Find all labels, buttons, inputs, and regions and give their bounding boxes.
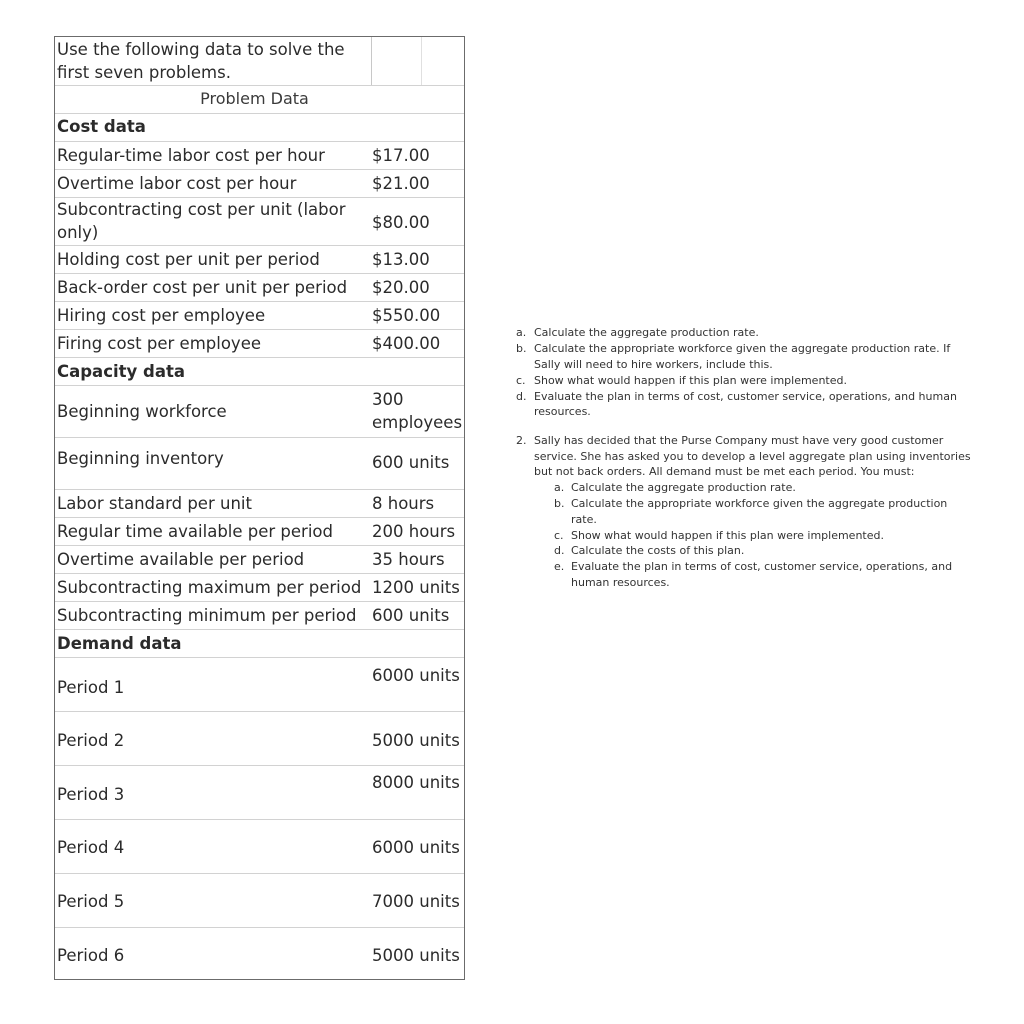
table-row xyxy=(55,141,464,170)
row-value: $400.00 xyxy=(372,334,441,353)
row-label: Beginning inventory xyxy=(57,449,224,468)
item-text: Evaluate the plan in terms of cost, customer service, operations, and xyxy=(571,560,953,573)
item-marker: d. xyxy=(554,544,565,557)
row-value-line-2: employees xyxy=(372,413,463,432)
row-value: 600 units xyxy=(372,453,450,472)
row-value: 35 hours xyxy=(372,550,445,569)
row-value-line-1: 300 xyxy=(372,390,404,409)
cost-header-row xyxy=(55,113,464,142)
item-text: Show what would happen if this plan were implemented. xyxy=(571,529,884,542)
row-value: $21.00 xyxy=(372,174,430,193)
row-label-line-2: only) xyxy=(57,223,99,242)
table-row xyxy=(55,517,464,546)
row-label: Regular-time labor cost per hour xyxy=(57,146,325,165)
row-label-line-1: Subcontracting cost per unit (labor xyxy=(57,200,346,219)
row-value: $13.00 xyxy=(372,250,430,269)
item-marker: b. xyxy=(554,497,565,510)
row-value: 8 hours xyxy=(372,494,435,513)
table-row xyxy=(55,329,464,358)
item-text: Calculate the appropriate workforce given the aggregate production rate. If xyxy=(534,342,951,355)
item-marker: c. xyxy=(516,374,526,387)
row-value: $17.00 xyxy=(372,146,430,165)
row-value: 8000 units xyxy=(372,773,460,792)
table-row xyxy=(55,657,464,712)
item-marker: e. xyxy=(554,560,565,573)
cost-data-heading: Cost data xyxy=(57,117,146,136)
item-marker: a. xyxy=(516,326,527,339)
table-row xyxy=(55,245,464,274)
row-value: $550.00 xyxy=(372,306,441,325)
row-value: 5000 units xyxy=(372,731,460,750)
row-label: Period 2 xyxy=(57,731,125,750)
row-label: Firing cost per employee xyxy=(57,334,261,353)
row-label: Beginning workforce xyxy=(57,402,227,421)
row-label: Holding cost per unit per period xyxy=(57,250,320,269)
demand-data-heading: Demand data xyxy=(57,634,182,653)
item-marker: b. xyxy=(516,342,527,355)
row-value: $80.00 xyxy=(372,213,430,232)
table-row xyxy=(55,765,464,820)
item-marker: d. xyxy=(516,390,527,403)
intro-row xyxy=(55,37,464,86)
row-value: 5000 units xyxy=(372,946,460,965)
problem-2-text: Sally has decided that the Purse Company must have very good customer xyxy=(534,434,944,447)
table-row xyxy=(55,273,464,302)
row-value: 1200 units xyxy=(372,578,460,597)
item-marker: c. xyxy=(554,529,564,542)
item-text: Sally will need to hire workers, include this. xyxy=(534,358,773,371)
problem-data-table xyxy=(54,36,465,980)
item-text: Evaluate the plan in terms of cost, customer service, operations, and human xyxy=(534,390,957,403)
row-label: Regular time available per period xyxy=(57,522,333,541)
problem-2-marker: 2. xyxy=(516,434,527,447)
item-text: resources. xyxy=(534,405,591,418)
demand-header-row xyxy=(55,629,464,658)
row-label: Hiring cost per employee xyxy=(57,306,266,325)
row-value: 6000 units xyxy=(372,838,460,857)
item-text: Calculate the costs of this plan. xyxy=(571,544,745,557)
table-row xyxy=(55,301,464,330)
row-label: Period 4 xyxy=(57,838,125,857)
intro-line-1: Use the following data to solve the xyxy=(57,40,345,59)
table-row xyxy=(55,873,464,928)
item-text: human resources. xyxy=(571,576,670,589)
item-text: Calculate the appropriate workforce given the aggregate production xyxy=(571,497,948,510)
row-value: 600 units xyxy=(372,606,450,625)
table-row xyxy=(55,711,464,766)
item-text: Show what would happen if this plan were implemented. xyxy=(534,374,847,387)
row-label: Period 5 xyxy=(57,892,125,911)
table-row xyxy=(55,169,464,198)
row-label: Subcontracting minimum per period xyxy=(57,606,357,625)
item-text: rate. xyxy=(571,513,597,526)
table-row xyxy=(55,819,464,874)
capacity-header-row xyxy=(55,357,464,386)
capacity-data-heading: Capacity data xyxy=(57,362,185,381)
intro-line-2: first seven problems. xyxy=(57,63,231,82)
row-label: Period 6 xyxy=(57,946,125,965)
table-row xyxy=(55,437,464,490)
row-label: Subcontracting maximum per period xyxy=(57,578,362,597)
item-marker: a. xyxy=(554,481,565,494)
row-label: Overtime available per period xyxy=(57,550,305,569)
row-value: 7000 units xyxy=(372,892,460,911)
item-text: Calculate the aggregate production rate. xyxy=(571,481,796,494)
table-row xyxy=(55,489,464,518)
table-row xyxy=(55,927,464,979)
table-row xyxy=(55,545,464,574)
row-value: 200 hours xyxy=(372,522,456,541)
row-label: Labor standard per unit xyxy=(57,494,252,513)
row-value: $20.00 xyxy=(372,278,430,297)
table-row xyxy=(55,385,464,438)
item-text: Calculate the aggregate production rate. xyxy=(534,326,759,339)
title-row xyxy=(55,85,464,114)
row-label: Period 3 xyxy=(57,785,125,804)
row-label: Overtime labor cost per hour xyxy=(57,174,297,193)
problem-2-text: service. She has asked you to develop a level aggregate plan using inventories xyxy=(534,450,971,463)
table-row xyxy=(55,601,464,630)
table-row xyxy=(55,197,464,246)
row-label: Back-order cost per unit per period xyxy=(57,278,348,297)
table-row xyxy=(55,573,464,602)
row-value: 6000 units xyxy=(372,666,460,685)
problem-2-text: but not back orders. All demand must be met each period. You must: xyxy=(534,465,915,478)
row-label: Period 1 xyxy=(57,678,125,697)
table-title: Problem Data xyxy=(200,89,309,108)
